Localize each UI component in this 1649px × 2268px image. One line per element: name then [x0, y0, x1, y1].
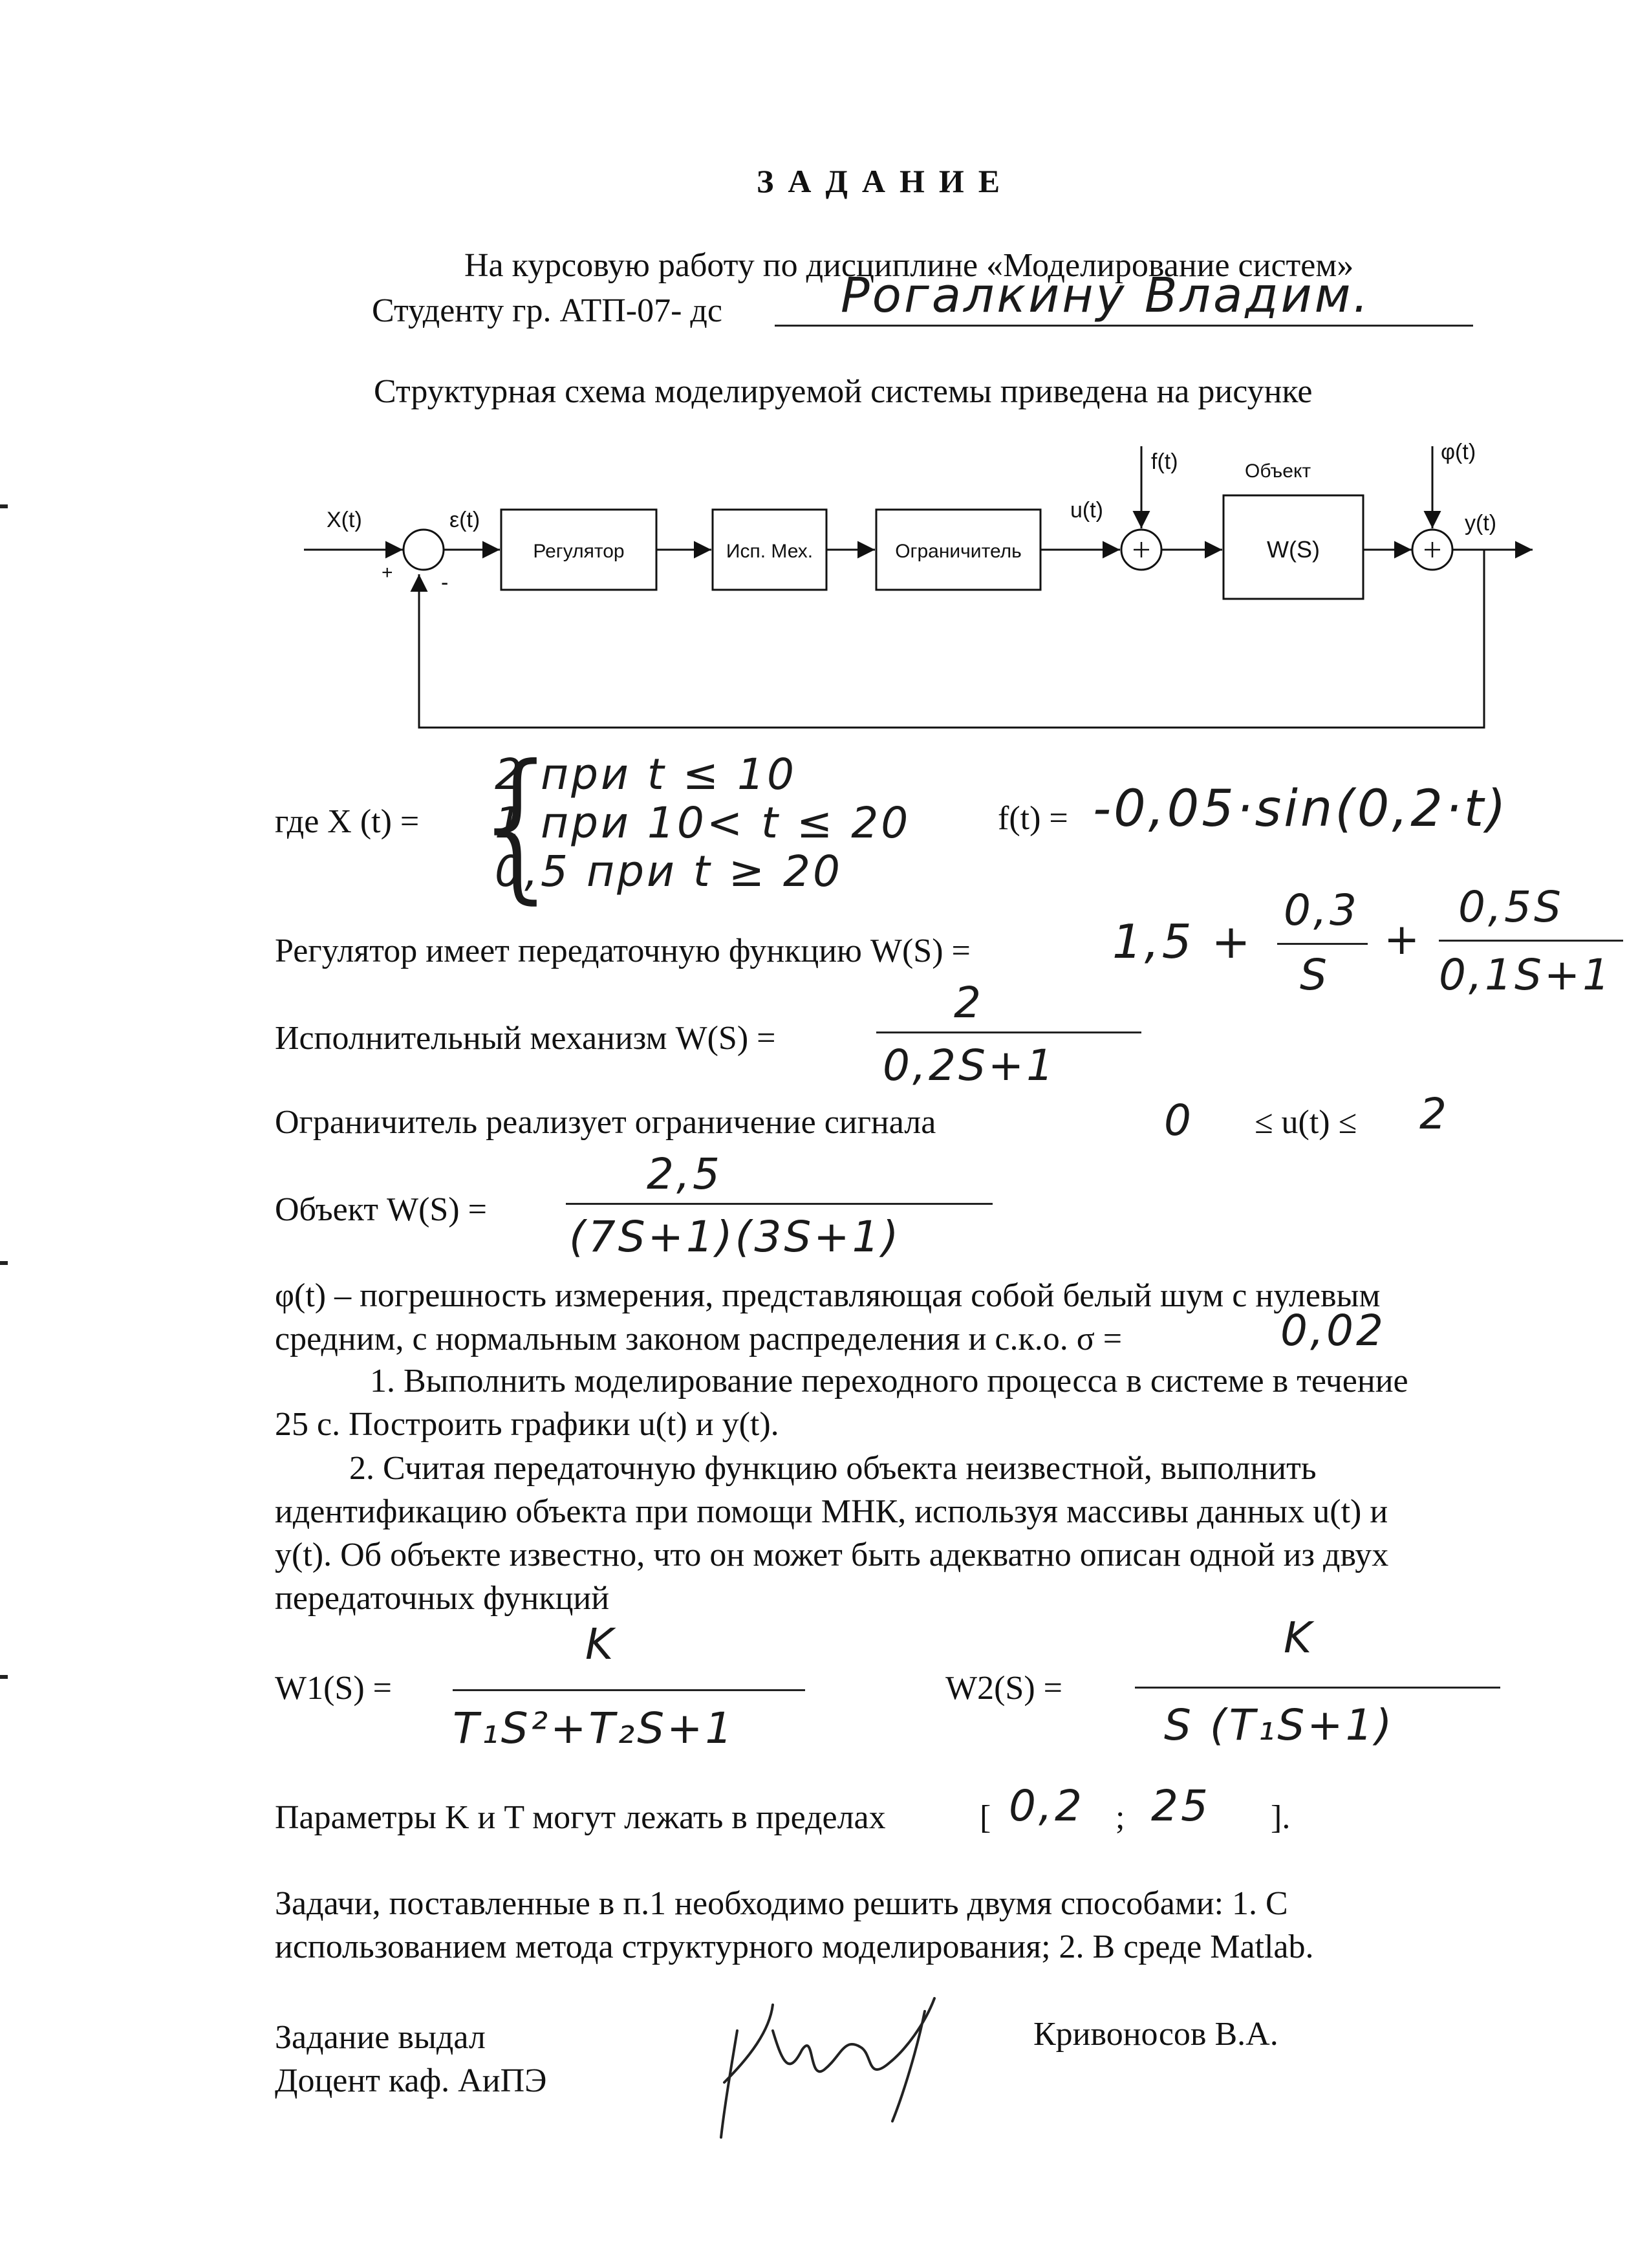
regulator-den3: 0,1S+1 — [1439, 950, 1613, 1000]
regulator-tf-label: Регулятор имеет передаточную функцию W(S) = — [275, 933, 971, 969]
document-title: ЗАДАНИЕ — [757, 163, 1015, 199]
course-line: На курсовую работу по дисциплине «Моделирование систем» — [464, 247, 1354, 284]
scheme-caption: Структурная схема моделируемой системы приведена на рисунке — [374, 373, 1313, 410]
label-plus: + — [382, 562, 393, 583]
regulator-frac3-line — [1439, 940, 1623, 942]
params-close: ]. — [1271, 1799, 1291, 1836]
label-f: f(t) — [1151, 449, 1178, 474]
label-x: X(t) — [327, 508, 362, 532]
task1-line1: 1. Выполнить моделирование переходного процесса в системе в течение — [370, 1363, 1408, 1399]
label-eps: ε(t) — [449, 508, 480, 532]
actuator-frac-line — [876, 1031, 1141, 1033]
w2-label: W2(S) = — [945, 1670, 1062, 1707]
f-def-value: -0,05·sin(0,2·t) — [1093, 780, 1509, 838]
label-minus: - — [441, 570, 449, 595]
regulator-num3: 0,5S — [1458, 882, 1564, 932]
limiter-label-text: Ограничитель реализует ограничение сигнала — [275, 1104, 936, 1141]
regulator-label: Регулятор — [533, 541, 625, 562]
limiter-label: Ограничитель — [895, 541, 1022, 562]
phi-sigma: 0,02 — [1280, 1306, 1386, 1355]
params-label: Параметры K и T могут лежать в пределах — [275, 1799, 886, 1836]
params-high: 25 — [1151, 1781, 1211, 1831]
x-def-label: где X (t) = — [275, 803, 420, 840]
limiter-low: 0 — [1164, 1096, 1194, 1145]
footer-name: Кривоносов В.А. — [1033, 2016, 1278, 2053]
w1-label: W1(S) = — [275, 1670, 392, 1707]
limiter-mid: ≤ u(t) ≤ — [1255, 1104, 1357, 1141]
student-label: Студенту гр. АТП-07- дс — [372, 292, 722, 329]
regulator-den2: S — [1300, 950, 1330, 1000]
footer-issued: Задание выдал — [275, 2019, 486, 2056]
task2-line2: идентификацию объекта при помощи МНК, используя массивы данных u(t) и — [275, 1493, 1388, 1530]
w1-den: T₁S²+T₂S+1 — [453, 1703, 735, 1753]
x-def-case3: 0,5 при t ≥ 20 — [495, 847, 843, 896]
params-low: 0,2 — [1009, 1781, 1084, 1831]
object-num: 2,5 — [647, 1149, 722, 1199]
object-den: (7S+1)(3S+1) — [569, 1212, 901, 1262]
x-def-case1: 2 при t ≤ 10 — [495, 750, 797, 799]
scan-mark — [0, 1675, 8, 1679]
feedback-loop — [419, 550, 1484, 728]
regulator-term1: 1,5 + — [1112, 914, 1253, 969]
phi-line1: φ(t) – погрешность измерения, представляющая собой белый шум с нулевым — [275, 1277, 1381, 1314]
task2-line1: 2. Считая передаточную функцию объекта неизвестной, выполнить — [349, 1450, 1317, 1487]
label-object: Объект — [1245, 460, 1311, 482]
limiter-high: 2 — [1419, 1089, 1449, 1139]
object-frac-line — [566, 1203, 993, 1205]
phi-line2: средним, с нормальным законом распределения и с.к.о. σ = — [275, 1321, 1123, 1357]
task2-line4: передаточных функций — [275, 1580, 610, 1617]
label-y: y(t) — [1465, 511, 1497, 535]
x-def-case2: 1 при 10< t ≤ 20 — [495, 798, 911, 848]
label-phi: φ(t) — [1441, 440, 1476, 464]
signature — [711, 1992, 1009, 2147]
student-name-handwritten: Рогалкину Владим. — [841, 268, 1371, 323]
w1-num: K — [585, 1619, 616, 1669]
methods-line2: использованием метода структурного моделирования; 2. В среде Matlab. — [275, 1928, 1314, 1965]
x-def-brace: { — [467, 730, 570, 918]
w1-frac-line — [453, 1689, 805, 1691]
params-sep: ; — [1116, 1799, 1125, 1836]
w2-frac-line — [1135, 1687, 1500, 1689]
label-u: u(t) — [1070, 498, 1103, 523]
w2-den: S (T₁S+1) — [1164, 1700, 1395, 1750]
methods-line1: Задачи, поставленные в п.1 необходимо решить двумя способами: 1. С — [275, 1885, 1288, 1922]
summing-junction-1 — [404, 530, 444, 570]
actuator-label: Исп. Мех. — [726, 541, 814, 562]
actuator-num: 2 — [954, 978, 984, 1028]
block-diagram — [0, 0, 1649, 763]
task1-line2: 25 с. Построить графики u(t) и y(t). — [275, 1406, 779, 1443]
f-def-label: f(t) = — [998, 800, 1068, 837]
actuator-den: 0,2S+1 — [883, 1041, 1057, 1090]
scan-mark — [0, 1261, 8, 1265]
object-tf-label: W(S) — [1267, 536, 1320, 563]
footer-position: Доцент каф. АиПЭ — [275, 2062, 547, 2099]
object-tf-label-text: Объект W(S) = — [275, 1191, 487, 1228]
params-open: [ — [980, 1799, 991, 1836]
regulator-plus: + — [1384, 914, 1423, 964]
regulator-frac2-line — [1277, 943, 1368, 945]
task2-line3: y(t). Об объекте известно, что он может быть адекватно описан одной из двух — [275, 1537, 1389, 1573]
scan-mark — [0, 504, 8, 508]
actuator-tf-label: Исполнительный механизм W(S) = — [275, 1020, 776, 1057]
regulator-num2: 0,3 — [1284, 885, 1359, 935]
w2-num: K — [1284, 1613, 1315, 1663]
